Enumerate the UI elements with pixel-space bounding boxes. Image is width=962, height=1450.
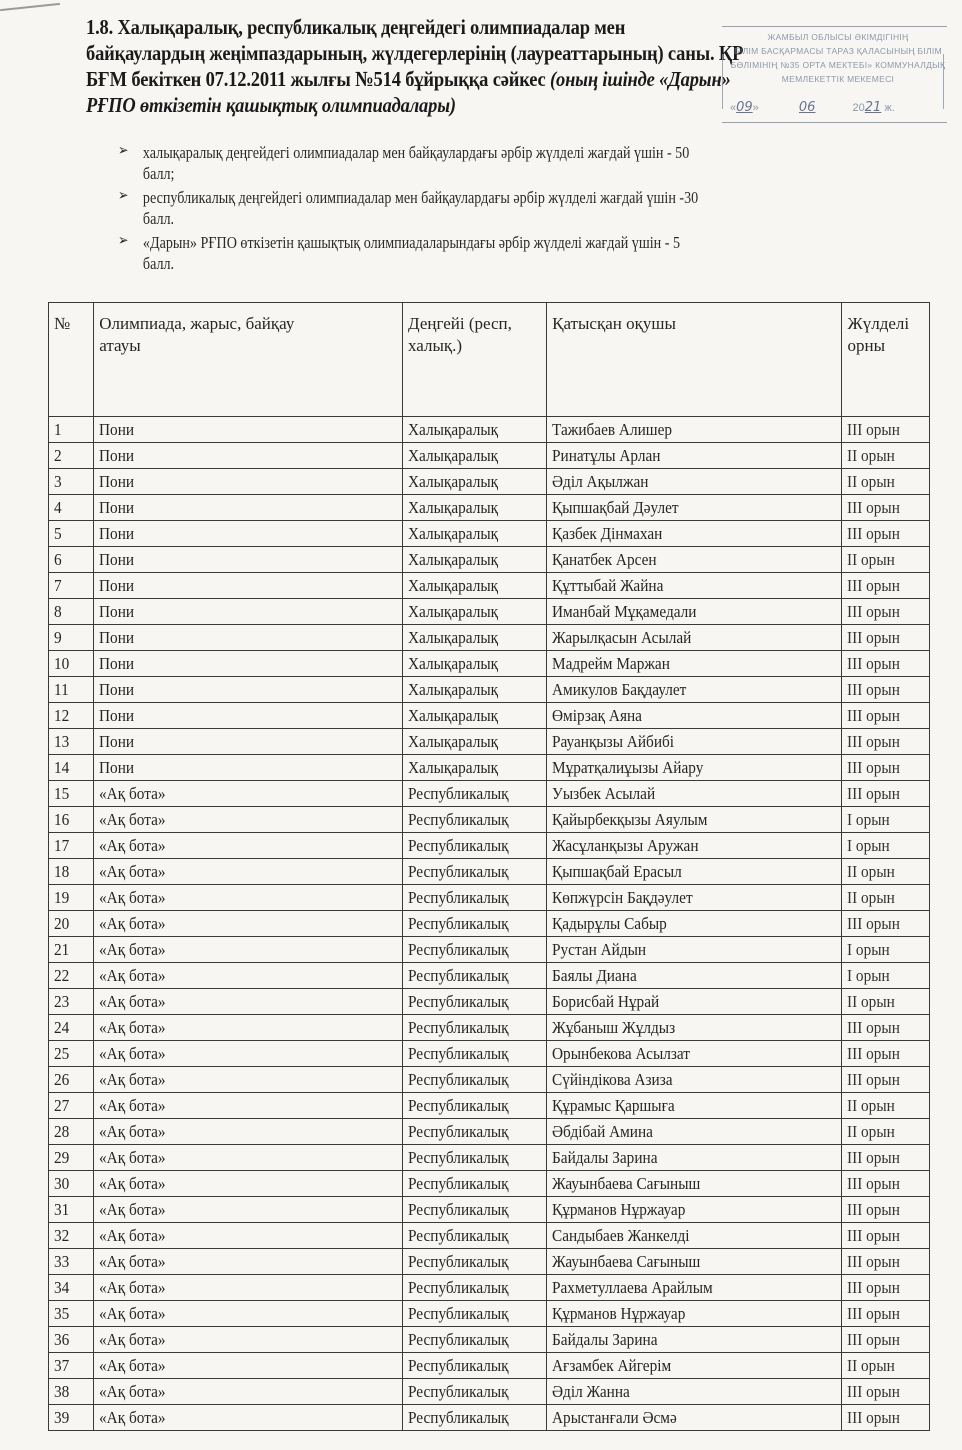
scoring-rule-republican: ➢ республикалық деңгейдегі олимпиадалар мен байқаулардағы әрбір жүлделі жағдай үшін -30 балл. <box>118 188 699 228</box>
cell-number: 2 <box>49 443 94 469</box>
cell-number: 4 <box>49 495 94 521</box>
cell-number: 30 <box>49 1171 94 1197</box>
table-row <box>49 625 930 651</box>
cell-level: Республикалық <box>403 1327 547 1353</box>
cell-student: Рахметуллаева Арайлым <box>547 1275 842 1301</box>
cell-number: 35 <box>49 1301 94 1327</box>
cell-place: II орын <box>842 989 930 1015</box>
cell-olympiad-name: «Ақ бота» <box>94 1119 403 1145</box>
cell-number: 9 <box>49 625 94 651</box>
cell-number: 12 <box>49 703 94 729</box>
cell-level: Халықаралық <box>403 573 547 599</box>
cell-level: Республикалық <box>403 1041 547 1067</box>
cell-level: Республикалық <box>403 1301 547 1327</box>
heading-line-3: БҒМ бекіткен 07.12.2011 жылғы №514 бұйрыққа сәйкес (оның ішінде «Дарын» <box>86 67 731 91</box>
cell-number: 39 <box>49 1405 94 1431</box>
cell-level: Республикалық <box>403 833 547 859</box>
cell-student: Жасұланқызы Аружан <box>547 833 842 859</box>
cell-student: Ринатұлы Арлан <box>547 443 842 469</box>
cell-number: 13 <box>49 729 94 755</box>
cell-number: 36 <box>49 1327 94 1353</box>
cell-olympiad-name: «Ақ бота» <box>94 1223 403 1249</box>
stamp-date-suffix: ж. <box>884 102 895 114</box>
table-row <box>49 1145 930 1171</box>
cell-level: Республикалық <box>403 1015 547 1041</box>
cell-olympiad-name: «Ақ бота» <box>94 885 403 911</box>
cell-student: Жауынбаева Сағыныш <box>547 1249 842 1275</box>
cell-olympiad-name: Пони <box>94 547 403 573</box>
cell-level: Халықаралық <box>403 677 547 703</box>
table-row <box>49 1197 930 1223</box>
cell-student: Құттыбай Жайна <box>547 573 842 599</box>
arrow-bullet-icon: ➢ <box>118 143 129 159</box>
corner-pen-mark <box>0 3 60 11</box>
cell-level: Республикалық <box>403 1249 547 1275</box>
cell-student: Құрманов Нұржауар <box>547 1197 842 1223</box>
cell-olympiad-name: «Ақ бота» <box>94 989 403 1015</box>
heading-line-4: РҒПО өткізетін қашықтық олимпиадалары) <box>86 93 456 117</box>
cell-olympiad-name: Пони <box>94 703 403 729</box>
stamp-date: «09» 06 2021 ж. <box>730 100 895 115</box>
cell-olympiad-name: «Ақ бота» <box>94 1067 403 1093</box>
cell-number: 33 <box>49 1249 94 1275</box>
cell-place: III орын <box>842 625 930 651</box>
cell-olympiad-name: «Ақ бота» <box>94 807 403 833</box>
cell-olympiad-name: Пони <box>94 443 403 469</box>
table-header-row <box>49 303 930 417</box>
cell-number: 20 <box>49 911 94 937</box>
cell-number: 16 <box>49 807 94 833</box>
cell-number: 38 <box>49 1379 94 1405</box>
cell-place: III орын <box>842 651 930 677</box>
cell-student: Иманбай Мұқамедали <box>547 599 842 625</box>
scoring-rule-daryn: ➢ «Дарын» РҒПО өткізетін қашықтық олимпиадаларындағы әрбір жүлделі жағдай үшін - 5 балл. <box>118 233 681 273</box>
table-row <box>49 573 930 599</box>
cell-place: III орын <box>842 573 930 599</box>
cell-student: Арыстанғали Әсмә <box>547 1405 842 1431</box>
cell-olympiad-name: «Ақ бота» <box>94 1301 403 1327</box>
cell-place: I орын <box>842 807 930 833</box>
cell-place: III орын <box>842 1015 930 1041</box>
cell-olympiad-name: «Ақ бота» <box>94 1093 403 1119</box>
cell-place: III орын <box>842 729 930 755</box>
cell-level: Халықаралық <box>403 521 547 547</box>
table-row <box>49 1353 930 1379</box>
cell-level: Республикалық <box>403 1353 547 1379</box>
table-row <box>49 729 930 755</box>
header-place: Жүлделі орны <box>842 303 930 417</box>
cell-level: Республикалық <box>403 989 547 1015</box>
cell-level: Республикалық <box>403 963 547 989</box>
cell-student: Борисбай Нұрай <box>547 989 842 1015</box>
cell-olympiad-name: «Ақ бота» <box>94 911 403 937</box>
cell-level: Халықаралық <box>403 729 547 755</box>
cell-olympiad-name: «Ақ бота» <box>94 859 403 885</box>
cell-olympiad-name: Пони <box>94 495 403 521</box>
cell-place: III орын <box>842 521 930 547</box>
cell-level: Республикалық <box>403 1197 547 1223</box>
winners-table <box>48 302 930 1431</box>
cell-place: III орын <box>842 599 930 625</box>
cell-olympiad-name: «Ақ бота» <box>94 1041 403 1067</box>
header-level: Деңгейі (респ, халық.) <box>403 303 547 417</box>
table-row <box>49 781 930 807</box>
cell-number: 37 <box>49 1353 94 1379</box>
cell-student: Орынбекова Асылзат <box>547 1041 842 1067</box>
cell-place: III орын <box>842 1405 930 1431</box>
cell-level: Республикалық <box>403 1067 547 1093</box>
cell-olympiad-name: Пони <box>94 625 403 651</box>
cell-olympiad-name: Пони <box>94 755 403 781</box>
cell-level: Халықаралық <box>403 443 547 469</box>
cell-level: Республикалық <box>403 1145 547 1171</box>
header-number: № <box>49 303 94 417</box>
table-row <box>49 703 930 729</box>
cell-number: 7 <box>49 573 94 599</box>
cell-level: Республикалық <box>403 1405 547 1431</box>
cell-place: III орын <box>842 1067 930 1093</box>
cell-place: III орын <box>842 1327 930 1353</box>
cell-level: Республикалық <box>403 859 547 885</box>
cell-level: Халықаралық <box>403 703 547 729</box>
cell-student: Өмірзақ Аяна <box>547 703 842 729</box>
cell-level: Халықаралық <box>403 625 547 651</box>
table-row <box>49 677 930 703</box>
cell-student: Қазбек Дінмахан <box>547 521 842 547</box>
cell-number: 6 <box>49 547 94 573</box>
scoring-rule-international: ➢ халықаралық деңгейдегі олимпиадалар мен байқаулардағы әрбір жүлделі жағдай үшін - 50 балл; <box>118 143 690 183</box>
table-row <box>49 833 930 859</box>
cell-level: Республикалық <box>403 1119 547 1145</box>
cell-number: 14 <box>49 755 94 781</box>
cell-number: 5 <box>49 521 94 547</box>
table-row <box>49 469 930 495</box>
table-row <box>49 1015 930 1041</box>
cell-student: Мұратқалиұызы Айару <box>547 755 842 781</box>
cell-place: II орын <box>842 1093 930 1119</box>
cell-student: Тажибаев Алишер <box>547 417 842 443</box>
table-row <box>49 547 930 573</box>
cell-olympiad-name: Пони <box>94 599 403 625</box>
cell-level: Халықаралық <box>403 755 547 781</box>
cell-place: III орын <box>842 417 930 443</box>
cell-place: II орын <box>842 859 930 885</box>
cell-number: 15 <box>49 781 94 807</box>
cell-olympiad-name: «Ақ бота» <box>94 1405 403 1431</box>
cell-level: Халықаралық <box>403 547 547 573</box>
cell-student: Амикулов Бақдаулет <box>547 677 842 703</box>
stamp-line-1: ЖАМБЫЛ ОБЛЫСЫ ӘКІМДІГІНІҢ <box>767 32 909 42</box>
cell-olympiad-name: Пони <box>94 677 403 703</box>
cell-place: III орын <box>842 703 930 729</box>
table-row <box>49 1249 930 1275</box>
cell-student: Жарылқасын Асылай <box>547 625 842 651</box>
cell-olympiad-name: «Ақ бота» <box>94 963 403 989</box>
stamp-line-4: МЕМЛЕКЕТТІК МЕКЕМЕСІ <box>781 74 895 84</box>
stamp-date-year-prefix: 20 <box>852 102 865 114</box>
cell-number: 3 <box>49 469 94 495</box>
cell-level: Республикалық <box>403 1223 547 1249</box>
cell-student: Жауынбаева Сағыныш <box>547 1171 842 1197</box>
cell-student: Қадырұлы Сабыр <box>547 911 842 937</box>
cell-student: Сандыбаев Жанкелді <box>547 1223 842 1249</box>
cell-olympiad-name: «Ақ бота» <box>94 781 403 807</box>
cell-student: Құрамыс Қаршыға <box>547 1093 842 1119</box>
cell-olympiad-name: «Ақ бота» <box>94 1171 403 1197</box>
cell-level: Халықаралық <box>403 599 547 625</box>
cell-student: Уызбек Асылай <box>547 781 842 807</box>
cell-place: III орын <box>842 755 930 781</box>
heading-line-1: 1.8. Халықаралық, республикалық деңгейдегі олимпиадалар мен <box>86 15 626 39</box>
table-row <box>49 1171 930 1197</box>
cell-place: III орын <box>842 1249 930 1275</box>
header-student: Қатысқан оқушы <box>547 303 842 417</box>
stamp-border-bottom <box>722 122 947 123</box>
cell-student: Мадрейм Маржан <box>547 651 842 677</box>
cell-olympiad-name: Пони <box>94 729 403 755</box>
cell-student: Рауанқызы Айбибі <box>547 729 842 755</box>
cell-olympiad-name: Пони <box>94 417 403 443</box>
cell-student: Қыпшақбай Дәулет <box>547 495 842 521</box>
heading-line-2: байқаулардың жеңімпаздарының, жүлдегерлерінің (лауреаттарының) саны. ҚР <box>86 41 744 65</box>
cell-number: 18 <box>49 859 94 885</box>
cell-place: II орын <box>842 443 930 469</box>
cell-place: II орын <box>842 1353 930 1379</box>
cell-number: 10 <box>49 651 94 677</box>
scoring-rules-list <box>118 142 948 277</box>
cell-student: Қанатбек Арсен <box>547 547 842 573</box>
arrow-bullet-icon: ➢ <box>118 188 129 204</box>
cell-number: 26 <box>49 1067 94 1093</box>
cell-place: III орын <box>842 1379 930 1405</box>
cell-olympiad-name: «Ақ бота» <box>94 1249 403 1275</box>
cell-level: Республикалық <box>403 1379 547 1405</box>
cell-number: 19 <box>49 885 94 911</box>
cell-level: Республикалық <box>403 937 547 963</box>
cell-student: Байдалы Зарина <box>547 1327 842 1353</box>
cell-olympiad-name: Пони <box>94 469 403 495</box>
table-row <box>49 1067 930 1093</box>
cell-level: Республикалық <box>403 1275 547 1301</box>
arrow-bullet-icon: ➢ <box>118 233 129 249</box>
table-row <box>49 1119 930 1145</box>
stamp-line-2: БІЛІМ БАСҚАРМАСЫ ТАРАЗ ҚАЛАСЫНЫҢ БІЛІМ <box>734 46 942 56</box>
table-row <box>49 807 930 833</box>
table-row <box>49 1327 930 1353</box>
cell-place: III орын <box>842 1197 930 1223</box>
table-row <box>49 651 930 677</box>
cell-level: Халықаралық <box>403 417 547 443</box>
table-row <box>49 1223 930 1249</box>
cell-student: Көпжүрсін Бақдәулет <box>547 885 842 911</box>
cell-place: I орын <box>842 963 930 989</box>
table-row <box>49 1275 930 1301</box>
cell-place: III орын <box>842 1171 930 1197</box>
cell-place: III орын <box>842 1145 930 1171</box>
cell-student: Баялы Диана <box>547 963 842 989</box>
cell-number: 32 <box>49 1223 94 1249</box>
table-row <box>49 599 930 625</box>
cell-number: 17 <box>49 833 94 859</box>
cell-number: 34 <box>49 1275 94 1301</box>
official-stamp <box>722 24 954 126</box>
table-row <box>49 495 930 521</box>
cell-place: III орын <box>842 781 930 807</box>
table-row <box>49 963 930 989</box>
stamp-border-top <box>722 26 947 27</box>
table-row <box>49 937 930 963</box>
cell-place: III орын <box>842 1301 930 1327</box>
table-row <box>49 521 930 547</box>
cell-student: Құрманов Нұржауар <box>547 1301 842 1327</box>
cell-student: Әбдібай Амина <box>547 1119 842 1145</box>
cell-student: Әділ Ақылжан <box>547 469 842 495</box>
cell-level: Республикалық <box>403 1093 547 1119</box>
cell-number: 29 <box>49 1145 94 1171</box>
cell-olympiad-name: «Ақ бота» <box>94 1275 403 1301</box>
table-row <box>49 1379 930 1405</box>
cell-olympiad-name: «Ақ бота» <box>94 937 403 963</box>
table-row <box>49 1093 930 1119</box>
cell-number: 1 <box>49 417 94 443</box>
table-row <box>49 1301 930 1327</box>
cell-number: 11 <box>49 677 94 703</box>
stamp-date-year-suffix: 21 <box>864 100 882 115</box>
cell-olympiad-name: «Ақ бота» <box>94 1015 403 1041</box>
cell-place: III орын <box>842 1041 930 1067</box>
table-row <box>49 443 930 469</box>
cell-number: 24 <box>49 1015 94 1041</box>
cell-place: III орын <box>842 677 930 703</box>
cell-level: Республикалық <box>403 885 547 911</box>
cell-olympiad-name: «Ақ бота» <box>94 833 403 859</box>
cell-level: Республикалық <box>403 781 547 807</box>
table-row <box>49 989 930 1015</box>
cell-student: Қайырбекқызы Аяулым <box>547 807 842 833</box>
cell-level: Республикалық <box>403 911 547 937</box>
cell-student: Рустан Айдын <box>547 937 842 963</box>
table-row <box>49 755 930 781</box>
cell-level: Халықаралық <box>403 495 547 521</box>
table-row <box>49 885 930 911</box>
cell-place: II орын <box>842 547 930 573</box>
cell-student: Ағзамбек Айгерім <box>547 1353 842 1379</box>
table-row <box>49 859 930 885</box>
cell-olympiad-name: «Ақ бота» <box>94 1145 403 1171</box>
cell-student: Сүйіндікова Азиза <box>547 1067 842 1093</box>
cell-place: III орын <box>842 1275 930 1301</box>
cell-number: 28 <box>49 1119 94 1145</box>
cell-place: I орын <box>842 833 930 859</box>
cell-number: 23 <box>49 989 94 1015</box>
cell-olympiad-name: «Ақ бота» <box>94 1379 403 1405</box>
cell-place: I орын <box>842 937 930 963</box>
table-row <box>49 1405 930 1431</box>
header-olympiad-name: Олимпиада, жарыс, байқау атауы <box>94 303 403 417</box>
stamp-date-month: 06 <box>798 100 816 115</box>
cell-number: 27 <box>49 1093 94 1119</box>
cell-student: Байдалы Зарина <box>547 1145 842 1171</box>
cell-olympiad-name: Пони <box>94 573 403 599</box>
cell-place: III орын <box>842 911 930 937</box>
cell-olympiad-name: «Ақ бота» <box>94 1327 403 1353</box>
cell-olympiad-name: «Ақ бота» <box>94 1353 403 1379</box>
cell-number: 22 <box>49 963 94 989</box>
cell-number: 8 <box>49 599 94 625</box>
cell-olympiad-name: Пони <box>94 651 403 677</box>
cell-number: 21 <box>49 937 94 963</box>
cell-place: II орын <box>842 1119 930 1145</box>
cell-level: Республикалық <box>403 807 547 833</box>
cell-olympiad-name: Пони <box>94 521 403 547</box>
cell-student: Жұбаныш Жұлдыз <box>547 1015 842 1041</box>
stamp-line-3: БӨЛІМІНІҢ №35 ОРТА МЕКТЕБІ» КОММУНАЛДЫҚ <box>730 60 946 70</box>
cell-level: Халықаралық <box>403 651 547 677</box>
cell-place: III орын <box>842 495 930 521</box>
cell-number: 25 <box>49 1041 94 1067</box>
cell-olympiad-name: «Ақ бота» <box>94 1197 403 1223</box>
cell-student: Әділ Жанна <box>547 1379 842 1405</box>
table-row <box>49 417 930 443</box>
cell-place: II орын <box>842 885 930 911</box>
cell-student: Қыпшақбай Ерасыл <box>547 859 842 885</box>
cell-number: 31 <box>49 1197 94 1223</box>
cell-level: Халықаралық <box>403 469 547 495</box>
table-row <box>49 911 930 937</box>
cell-place: II орын <box>842 469 930 495</box>
table-row <box>49 1041 930 1067</box>
stamp-date-day: 09 <box>736 100 753 115</box>
cell-place: III орын <box>842 1223 930 1249</box>
cell-level: Республикалық <box>403 1171 547 1197</box>
